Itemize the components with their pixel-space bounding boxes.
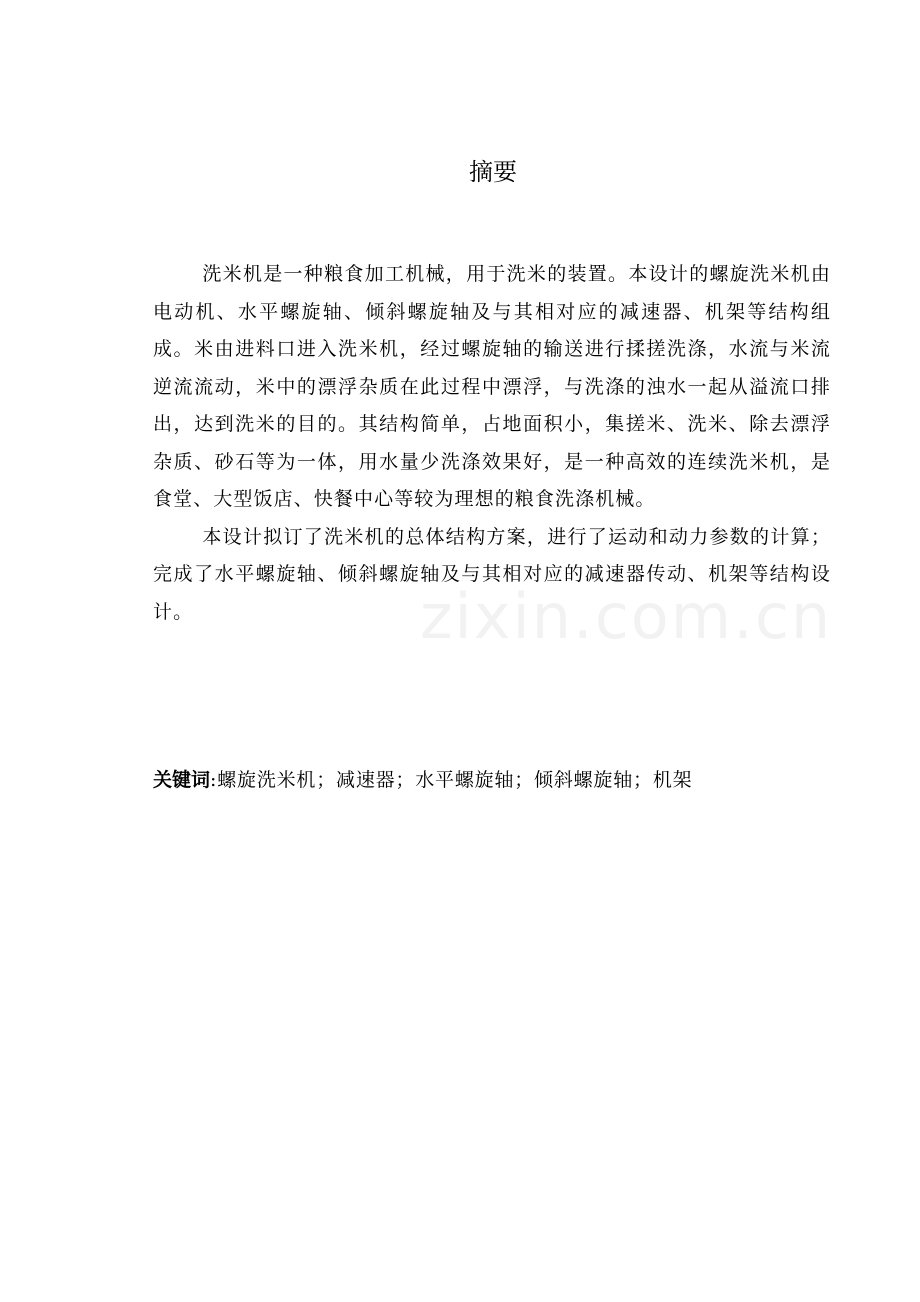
keywords-text: 螺旋洗米机；减速器；水平螺旋轴；倾斜螺旋轴；机架 <box>217 769 693 791</box>
abstract-paragraph-2: 本设计拟订了洗米机的总体结构方案，进行了运动和动力参数的计算；完成了水平螺旋轴、倾斜螺旋轴及与其相对应的减速器传动、机架等结构设计。 <box>153 525 831 623</box>
keywords-separator: : <box>210 769 218 791</box>
abstract-body <box>153 256 831 631</box>
watermark: zixin.com.cn <box>420 580 833 653</box>
abstract-title: 摘要 <box>469 158 517 186</box>
keywords-label: 关键词 <box>153 769 211 791</box>
keywords-line <box>153 762 853 798</box>
abstract-paragraph-1: 洗米机是一种粮食加工机械，用于洗米的装置。本设计的螺旋洗米机由电动机、水平螺旋轴、倾斜螺旋轴及与其相对应的减速器、机架等结构组成。米由进料口进入洗米机，经过螺旋轴的输送进行揉搓洗涤，水流与米流逆流流动，米中的漂浮杂质在此过程中漂浮，与洗涤的浊水一起从溢流口排出，达到洗米的目的。其结构简单，占地面积小，集搓米、洗米、除去漂浮杂质、砂石等为一体，用水量少洗涤效果好，是一种高效的连续洗米机，是食堂、大型饭店、快餐中心等较为理想的粮食洗涤机械。 <box>153 263 831 510</box>
